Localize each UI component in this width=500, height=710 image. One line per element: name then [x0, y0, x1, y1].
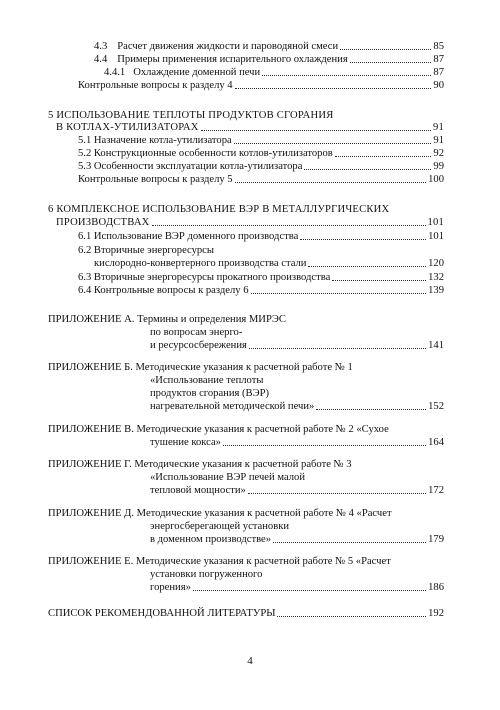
- toc-text: Охлаждение доменной печи: [133, 67, 261, 78]
- toc-chapter-5[interactable]: [56, 122, 444, 134]
- toc-text: горения»: [150, 582, 191, 593]
- toc-text: и ресурсосбережения: [150, 340, 247, 351]
- toc-page: 164: [428, 437, 444, 448]
- toc-page: 87: [433, 54, 444, 65]
- appendix-d-line: энергосберегающей установки: [150, 521, 290, 532]
- toc-leader: [251, 293, 427, 294]
- toc-leader: [193, 590, 426, 591]
- toc-page: 186: [428, 582, 444, 593]
- appendix-e-line: установки погруженного: [150, 569, 263, 580]
- toc-chapter-5-title[interactable]: 5 ИСПОЛЬЗОВАНИЕ ТЕПЛОТЫ ПРОДУКТОВ СГОРАНИЯ: [48, 110, 334, 121]
- toc-entry-6-4[interactable]: [78, 285, 444, 297]
- appendix-g-title[interactable]: ПРИЛОЖЕНИЕ Г. Методические указания к расчетной работе № 3: [48, 459, 352, 470]
- toc-text: тепловой мощности»: [150, 485, 246, 496]
- toc-entry-5-3[interactable]: [78, 161, 444, 173]
- toc-leader: [350, 62, 432, 63]
- toc-entry-questions-4[interactable]: [78, 80, 444, 92]
- appendix-d-title[interactable]: ПРИЛОЖЕНИЕ Д. Методические указания к расчетной работе № 4 «Расчет: [48, 508, 392, 519]
- page-number: 4: [247, 655, 253, 667]
- toc-page: 120: [428, 258, 444, 269]
- toc-entry-4-4-1[interactable]: [104, 67, 444, 79]
- toc-leader: [300, 239, 426, 240]
- toc-text: Примеры применения испарительного охлаждения: [117, 54, 348, 65]
- toc-leader: [335, 156, 432, 157]
- toc-page: 100: [428, 174, 444, 185]
- toc-entry-4-3[interactable]: [94, 41, 444, 53]
- toc-entry-4-4[interactable]: [94, 54, 444, 66]
- toc-text: тушение кокса»: [150, 437, 221, 448]
- toc-page: 91: [433, 122, 444, 133]
- toc-leader: [262, 75, 431, 76]
- toc-text: 5.2 Конструкционные особенности котлов-утилизаторов: [78, 148, 333, 159]
- toc-text: В КОТЛАХ-УТИЛИЗАТОРАХ: [56, 122, 199, 133]
- appendix-e[interactable]: [150, 582, 444, 594]
- toc-page: 101: [428, 231, 444, 242]
- toc-leader: [273, 542, 426, 543]
- appendix-b-title[interactable]: ПРИЛОЖЕНИЕ Б. Методические указания к расчетной работе № 1: [48, 362, 353, 373]
- toc-page: 99: [433, 161, 444, 172]
- toc-leader: [235, 182, 427, 183]
- toc-text: Расчет движения жидкости и пароводяной смеси: [117, 41, 339, 52]
- toc-page: 172: [428, 485, 444, 496]
- toc-page: 139: [428, 285, 444, 296]
- toc-references[interactable]: [48, 608, 444, 620]
- toc-leader: [234, 143, 432, 144]
- toc-page: 152: [428, 401, 444, 412]
- appendix-v-title[interactable]: ПРИЛОЖЕНИЕ В. Методические указания к расчетной работе № 2 «Сухое: [48, 424, 389, 435]
- toc-text: 6.1 Использование ВЭР доменного производства: [78, 231, 299, 242]
- toc-page: 132: [428, 272, 444, 283]
- toc-text: Контрольные вопросы к разделу 4: [78, 80, 233, 91]
- toc-text: СПИСОК РЕКОМЕНДОВАННОЙ ЛИТЕРАТУРЫ: [48, 608, 276, 619]
- toc-text: 6.3 Вторичные энергоресурсы прокатного производства: [78, 272, 331, 283]
- appendix-v[interactable]: [150, 437, 444, 449]
- toc-text: ПРОИЗВОДСТВАХ: [56, 217, 150, 228]
- toc-text: Контрольные вопросы к разделу 5: [78, 174, 233, 185]
- appendix-a-title[interactable]: ПРИЛОЖЕНИЕ А. Термины и определения МИРЭС: [48, 314, 286, 325]
- toc-leader: [308, 266, 426, 267]
- toc-page: 192: [428, 608, 444, 619]
- toc-chapter-6-title[interactable]: 6 КОМПЛЕКСНОЕ ИСПОЛЬЗОВАНИЕ ВЭР В МЕТАЛЛУРГИЧЕСКИХ: [48, 204, 390, 215]
- toc-number: 4.4.1: [104, 67, 126, 78]
- toc-text: в доменном производстве»: [150, 534, 272, 545]
- toc-leader: [248, 493, 426, 494]
- appendix-g-line: «Использование ВЭР печей малой: [150, 472, 306, 483]
- toc-text: 5.3 Особенности эксплуатации котла-утилизатора: [78, 161, 303, 172]
- appendix-d[interactable]: [150, 534, 444, 546]
- toc-page: 91: [433, 135, 444, 146]
- toc-entry-6-3[interactable]: [78, 272, 444, 284]
- toc-leader: [223, 445, 426, 446]
- toc-leader: [235, 88, 432, 89]
- appendix-g[interactable]: [150, 485, 444, 497]
- toc-page: 85: [433, 41, 444, 52]
- toc-leader: [316, 409, 426, 410]
- toc-page: 87: [433, 67, 444, 78]
- toc-number: 4.4: [94, 54, 108, 65]
- toc-page: 141: [428, 340, 444, 351]
- appendix-a[interactable]: [150, 340, 444, 352]
- appendix-b[interactable]: [150, 401, 444, 413]
- toc-entry-6-1[interactable]: [78, 231, 444, 243]
- appendix-e-title[interactable]: ПРИЛОЖЕНИЕ Е. Методические указания к расчетной работе № 5 «Расчет: [48, 556, 391, 567]
- appendix-b-line: продуктов сгорания (ВЭР): [150, 388, 270, 399]
- toc-leader: [277, 616, 426, 617]
- toc-page: 92: [433, 148, 444, 159]
- toc-text: нагревательной методической печи»: [150, 401, 315, 412]
- toc-leader: [249, 348, 426, 349]
- toc-leader: [304, 169, 431, 170]
- toc-leader: [152, 225, 426, 226]
- toc-page: 179: [428, 534, 444, 545]
- toc-entry-6-2[interactable]: [94, 258, 444, 270]
- toc-text: кислородно-конвертерного производства стали: [94, 258, 307, 269]
- toc-chapter-6[interactable]: [56, 217, 444, 229]
- toc-text: 6.4 Контрольные вопросы к разделу 6: [78, 285, 249, 296]
- toc-page: 90: [433, 80, 444, 91]
- toc-leader: [340, 49, 431, 50]
- toc-number: 4.3: [94, 41, 108, 52]
- toc-entry-5-2[interactable]: [78, 148, 444, 160]
- toc-page: 101: [427, 217, 444, 228]
- toc-leader: [332, 280, 426, 281]
- toc-text: 5.1 Назначение котла-утилизатора: [78, 135, 232, 146]
- toc-entry-questions-5[interactable]: [78, 174, 444, 186]
- appendix-a-line: по вопросам энерго-: [150, 327, 243, 338]
- toc-entry-6-2-title[interactable]: 6.2 Вторичные энергоресурсы: [78, 245, 215, 256]
- toc-entry-5-1[interactable]: [78, 135, 444, 147]
- appendix-b-line: «Использование теплоты: [150, 375, 264, 386]
- toc-leader: [201, 130, 431, 131]
